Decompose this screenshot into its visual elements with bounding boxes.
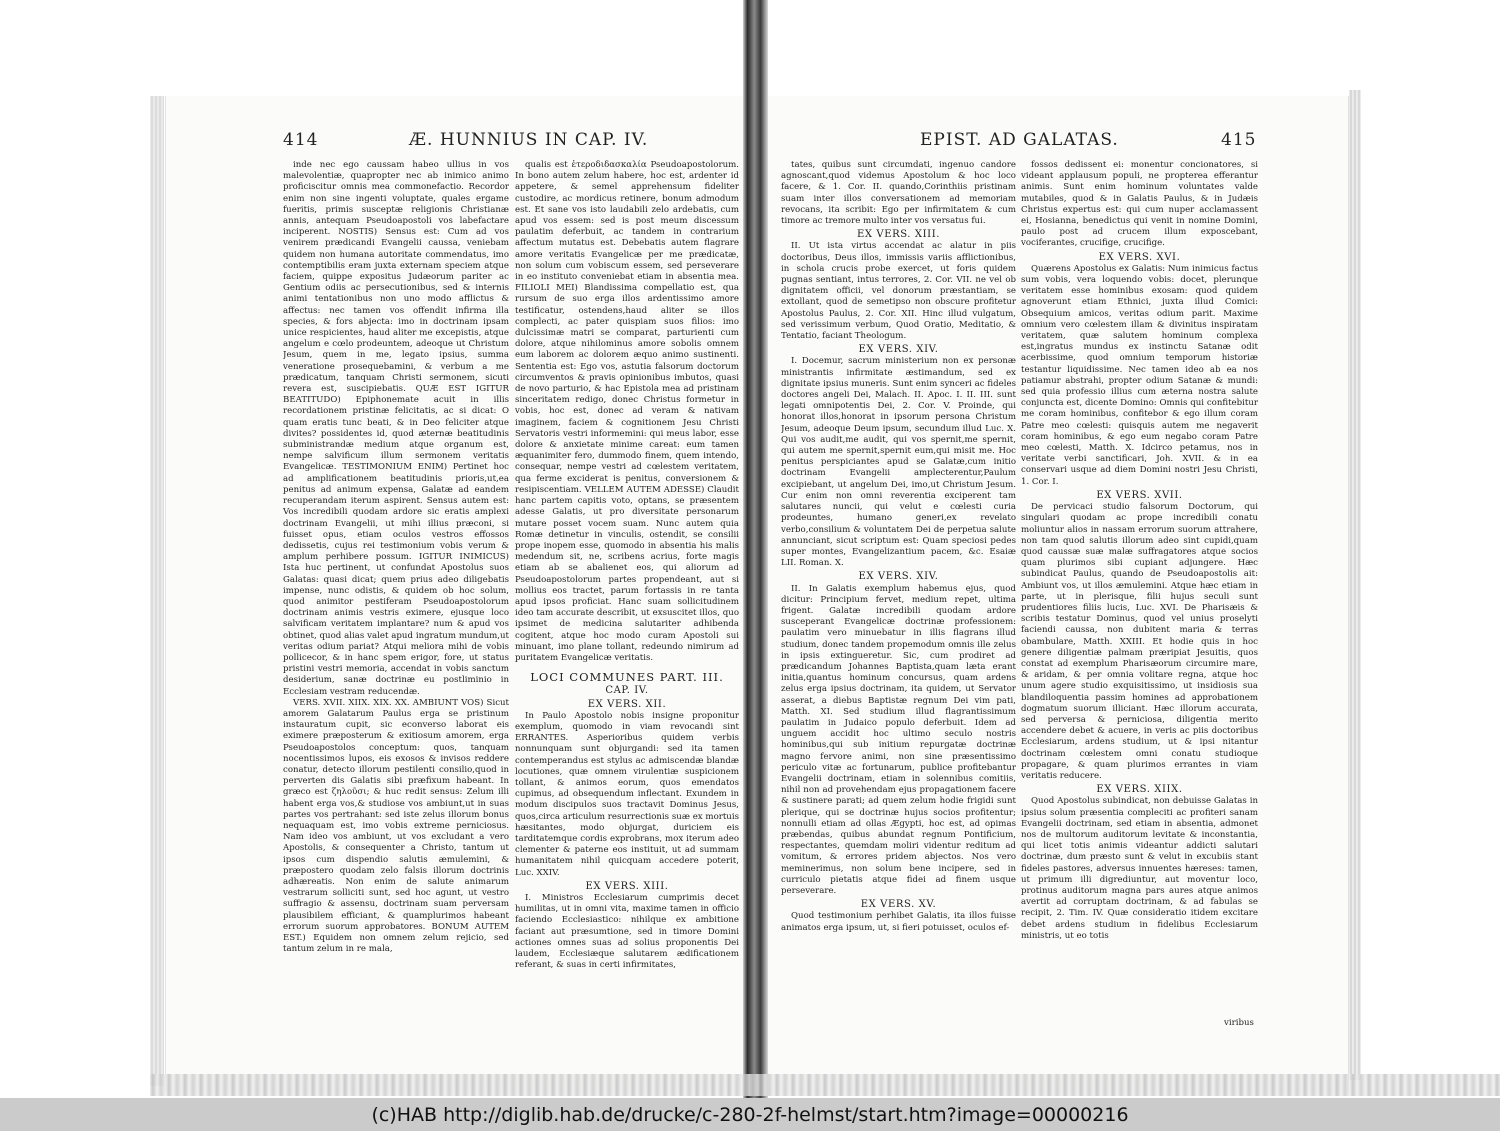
section-heading: EX VERS. XIV. — [858, 571, 939, 583]
paragraph: tates, quibus sunt circumdati, ingenuo candore agnoscant,quod videmus Apostolum & hoc loco facere, & 1. Cor. II. quando,Corinthiis pristinam suam inter illos conversationem ad memoriam revocans, ita scribit: Ego per infirmitatem & cum timore ac tremore multo inter vos versatus fui. — [781, 160, 1016, 227]
paragraph: inde nec ego caussam habeo ullius in vos malevolentiæ, quapropter nec ab inimico animo proficiscitur omnis mea commonefactio. Recordor enim non sine ingenti voluptate, quales ergame fueritis, primis susceptæ religionis Christianæ annis, antequam Pseudoapostoli vos labefactare inciperent. NOSTIS) Sensus est: Cum ad vos venirem prædicandi Evangelii caussa, veniebam quidem non humana autoritate commendatus, imo contemptibilis eram juxta externam speciem atque faciem, quippe expositus Judæorum pariter ac Gentium odiis ac persecutionibus, sed & internis animi tentationibus non uno modo afflictus & affectus: nec tamen vos offendit infirma illa species, & fors abjecta: imo in doctrinam ipsam unice respicientes, haud aliter me excepistis, atque angelum e cœlo prodeuntem, adeoque ut Christum Jesum, quem in me, legato ipsius, summa veneratione prosequebamini, & verbum a me prædicatum, tanquam Christi sermonem, sicuti revera est, suscipiebatis. QUÆ EST IGITUR BEATITUDO) Epiphonemate acuit in illis recordationem pristinæ felicitatis, ac si dicat: O quam eratis tunc beati, & in Deo feliciter atque divites? possidentes id, quod æternæ beatitudinis subministrandæ medium atque organum est, nempe salvificum illum sermonem veritatis Evangelicæ. TESTIMONIUM ENIM) Pertinet hoc ad amplificationem beatitudinis prioris,ut,ea penitus ad animum expensa, Galatæ ad eandem recuperandam iterum aspirent. Sensus autem est: Vos incredibili quodam ardore sic eratis amplexi doctrinam Evangelii, ut mihi illius præconi, si fuisset opus, etiam oculos vestros effossos dedissetis, cujus rei testimonium vobis verum & amplum perhibere possum. IGITUR INIMICUS) Ista huc pertinent, ut confundat Apostolus suos Galatas: quasi dicat; quem prius adeo diligebatis impense, nunc odistis, & quidem ob hoc solum, quod animitor pestiferam Pseudoapostolorum doctrinam animis vestris eximere, ejusque loco salvificam veritatem implantare? num & apud vos obtinet, quod alias valet apud ingratum mundum,ut veritas odium pariat? Atqui meliora mihi de vobis pollicecor, & in hanc spem erigor, fore, ut status pristini vestri memoria, accendat in vobis sanctum desiderium, sanæ doctrinæ eu postliminio in Ecclesiam vestram reducendæ. — [283, 160, 509, 697]
paragraph: qualis est ἑτεροδιδασκαλία Pseudoapostolorum. In bono autem zelum habere, hoc est, ardenter id appetere, & semel apprehensum fideliter custodire, ac mordicus retinere, bonum admodum est. Et sane vos isto laudabili zelo ardebatis, cum apud vos essem: sed is post meum discessum paulatim deferbuit, ac tandem in contrarium affectum mutatus est. Debebatis autem flagrare amore veritatis Evangelicæ per me prædicatæ, non solum cum vobiscum essem, sed perseverare in eo instituto conveniebat etiam in absentia mea. FILIOLI MEI) Blandissima compellatio est, qua rursum de suo erga illos ardentissimo amore testificatur, ostendens,haud aliter se illos complecti, ac pater quispiam suos filios: imo dulcissimæ matri se comparat, parturienti cum dolore, atque nihilominus amore sobolis omnem eum laborem ac dolorem æquo animo sustinenti. Sententia est: Ego vos, astutia falsorum doctorum circumventos & pravis opinionibus imbutos, quasi de novo parturio, & hac Epistola mea ad pristinam sinceritatem redigo, donec Christus formetur in vobis, hoc est, donec ad veram & nativam imaginem, faciem & cognitionem Jesu Christi Servatoris vestri informemini: qui meus labor, esse dolore & anxietate minime careat: eum tamen æquanimiter fero, dummodo finem, quem intendo, consequar, nempe vestri ad cœlestem veritatem, qua ferme exciderat is penitus, conversionem & resipiscentiam. VELLEM AUTEM ADESSE) Claudit hanc partem capitis voto, optans, se præsentem adesse Galatis, ut pro diversitate personarum mutare posset vocem suam. Nunc autem quia Romæ detinetur in vinculis, ostendit, se consilii prope inopem esse, quomodo in absentia his malis medendum sit, ne, scribens acrius, forte magis etiam ab se abalienet eos, qui aliorum ad Pseudoapostolorum partes propendeant, aut si mollius eos tractet, parum fortassis in re tanta apud ipsos proficiat. Hanc suam sollicitudinem ideo tam accurate describit, ut exsuscitet illos, quo ipsimet de medicina salutariter adhibenda cogitent, atque hoc modo curam Apostoli sui minuant, imo plane tollant, redeundo nimirum ad puritatem Evangelicæ veritatis. — [515, 160, 739, 663]
running-head-right: EPIST. AD GALATAS. — [920, 130, 1119, 150]
scan-bottom-edge — [150, 1074, 1500, 1096]
section-heading: EX VERS. XVI. — [1098, 251, 1181, 263]
paragraph: fossos dedissent ei: monentur concionatores, si videant applausum populi, ne propterea efferantur animis. Sunt enim hominum voluntates valde mutabiles, quod & in Galatis Paulus, & in Judæis Christus expertus est: qui cum nuper acclamassent ei, Hosianna, benedictus qui venit in nomine Domini, paulo post ad crucem illum exposcebant, vociferantes, crucifige, crucifige. — [1021, 160, 1258, 249]
paragraph: Quod testimonium perhibet Galatis, ita illos fuisse animatos erga ipsum, ut, si fieri potuisset, oculos ef- — [781, 911, 1016, 933]
paragraph: In Paulo Apostolo nobis insigne proponitur exemplum, quomodo in viam revocandi sint ERRANTES. Asperioribus quidem verbis nonnunquam sunt objurgandi: sed ita tamen contemperandus est stylus ac admiscendæ blandæ locutiones, quæ omnem virulentiæ suspicionem tollant, & animos eorum, quos emendatos cupimus, ad obsequendum inflectant. Exundem in modum discipulos suos tractavit Dominus Jesus, quos,circa articulum resurrectionis suæ ex mortuis hæsitantes, modo objurgat, duriciem eis tarditatemque cordis exprobrans, mox iterum adeo clementer & paterne eos instituit, ut ad summam humanitatem nihil quicquam accedere poterit, Luc. XXIV. — [515, 710, 739, 878]
section-heading: EX VERS. XVII. — [1096, 489, 1183, 501]
section-heading-vers-xiii: EX VERS. XIII. — [585, 880, 669, 892]
paragraph: VERS. XVII. XIIX. XIX. XX. AMBIUNT VOS) Sicut amorem Galatarum Paulus erga se pristinum instauratum cupit, sic econverso laborat eis eximere præposterum & exitiosum amorem, erga Pseudoapostolos conceptum: quos, tanquam nocentissimos lupos, eis exosos & invisos reddere conatur, detecto illorum pestilenti consilio,quod in perverten dis Galatis sibi præfixum habeant. In græco est ζηλοῦσι; & huc redit sensus: Zelum illi habent erga vos,& studiose vos ambiunt,ut in suas partes vos pertrahant: sed iste zelus illorum bonus nequaquam est, imo vobis extreme perniciosus. Nam ideo vos ambiunt, ut vos excludant a vero Apostolis, & consequenter a Christo, tantum ut ipsos cum dispendio salutis æmulemini, & præpostero quodam zelo falsis illorum doctrinis adhæreatis. Non enim de salute animarum vestrarum solliciti sunt, sed hoc agunt, ut vestro suffragio & assensu, doctrinam suam perversam plausibilem efficiant, & quamplurimos habeant errorum suorum approbatores. BONUM AUTEM EST.) Equidem non omnem zelum rejicio, sed tantum zelum in re mala, — [283, 697, 509, 955]
paragraph: De pervicaci studio falsorum Doctorum, qui singulari quodam ac prope incredibili conatu moliuntur alios in nassam errorum suorum attrahere, non tam quod salutis illorum adeo sint cupidi,quam quod caussæ suæ malæ suffragatores atque socios quam plurimos sibi cupiant adjungere. Hæc subindicat Paulus, quando de Pseudoapostolis ait: Ambiunt vos, ut illos æmulemini. Atque hæc etiam in parte, ut in plerisque, filii hujus seculi sunt prudentiores filiis lucis, Luc. XVI. De Pharisæis & scribis testatur Dominus, quod vel unius proselyti faciendi caussa, non dubitent maria & terras obambulare, Matth. XXIII. Et hodie quis in hoc genere diligentiæ palmam præripiat Jesuitis, quos constat ad exemplum Pharisæorum circumire mare, & aridam, & per omnia volitare regna, atque hoc unum agere studio exquisitissimo, ut insidiosis sua blandiloquentia passim homines ad approbationem dogmatum suorum illiciant. Hæc illorum accurata, sed perversa & perniciosa, diligentia merito accendere debet & acuere, in veris ac piis doctoribus Ecclesiarum, ardens studium, ut & ipsi nitantur doctrinam cœlestem omni conatu studioque propagare, & quam plurimos errantes in viam veritatis reducere. — [1021, 502, 1258, 781]
left-page-column-1 — [283, 160, 509, 1026]
catchword: viribus — [1224, 1018, 1254, 1028]
running-head-left: Æ. HUNNIUS IN CAP. IV. — [409, 130, 649, 150]
page-number-left: 414 — [283, 130, 319, 150]
section-heading: EX VERS. XIIX. — [1096, 784, 1183, 796]
paragraph: I. Docemur, sacrum ministerium non ex personæ ministrantis infirmitate æstimandum, sed ex dignitate ipsius muneris. Sunt enim synceri ac fideles doctores angeli Dei, Malach. II. Apoc. I. II. III. sunt legati omnipotentis Dei, 2. Cor. V. Proinde, qui honorat illos,honorat in ipsorum persona Christum Jesum, adeoque Deum ipsum, secundum illud Luc. X. Qui vos audit,me audit, qui vos spernit,me spernit, qui autem me spernit,spernit eum,qui misit me. Hoc penitus perspiciantes apud se Galatæ,cum initio doctrinam Evangelii amplecterentur,Paulum excipiebant, ut angelum Dei, imo,ut Christum Jesum. Cur enim non omni reverentia exciperent tam salutares nuncii, qui velut e cœlesti curia prodeuntes, humano generi,ex revelato verbo,consilium & voluntatem Dei de perpetua salute annunciant, sicut scriptum est: Quam speciosi pedes super montes, Evangelizantium pacem, &c. Esaiæ LII. Roman. X. — [781, 356, 1016, 569]
page-edge-right — [1349, 90, 1361, 1080]
section-heading-loci: LOCI COMMUNES PART. III. — [530, 670, 724, 685]
paragraph: II. Ut ista virtus accendat ac alatur in piis doctoribus, Deus illos, immissis variis afflictionibus, in schola crucis probe exercet, ut foris quidem pugnas sentiant, intus terrores, 2. Cor. VII. ne vel ob dignitatem officii, vel donorum præstantiam, se extollant, quod de semetipso non obscure profitetur Apostolus Paulus, 2. Cor. XII. Hinc illud vulgatum, sed verissimum verbum, Quod Oratio, Meditatio, & Tentatio, faciant Theologum. — [781, 241, 1016, 342]
left-page-column-2 — [515, 160, 739, 1070]
paragraph: Quærens Apostolus ex Galatis: Num inimicus factus sum vobis, vera loquendo vobis: docet, plerunque veritatem esse hominibus exosam: quod quidem agnoverunt etiam Ethnici, juxta illud Comici: Obsequium amicos, veritas odium parit. Maxime omnium vero cœlestem illam & divinitus inspiratam veritatem, quæ salutem hominum complexa est,ingratus mundus ex instinctu Satanæ odit acerbissime, quod omnium temporum historiæ testantur liquidissime. Nec tamen ideo ab ea nos patiamur abstrahi, propter odium Satanæ & mundi: sed quia professio illius cum æterna nostra salute conjuncta est, dicente Domino: Omnis qui confitebitur me coram hominibus, confitebor & ego illum coram Patre meo cœlesti: quisquis autem me negaverit coram hominibus, & ego eum negabo coram Patre meo cœlesti, Matth. X. Idcirco petamus, nos in veritate verbi sanctificari, Joh. XVII. & in ea conservari usque ad diem Domini nostri Jesu Christi, 1. Cor. I. — [1021, 263, 1258, 487]
source-url-text: (c)HAB http://diglib.hab.de/drucke/c-280-2f-helmst/start.htm?image=00000216 — [371, 1103, 1129, 1126]
paragraph: I. Ministros Ecclesiarum cumprimis decet humilitas, ut in omni vita, maxime tamen in officio faciendo Ecclesiastico: nihilque ex ambitione faciant aut præsumtione, sed in timore Domini actiones omnes suas ad solius proponentis Dei laudem, Ecclesiæque salutarem ædificationem referant, & suas in certi infirmitates, — [515, 893, 739, 971]
book-gutter — [743, 0, 768, 1098]
page-edge-left — [150, 96, 164, 1086]
right-page-column-2 — [1021, 160, 1258, 1006]
page-number-right: 415 — [1221, 130, 1257, 150]
section-heading-vers-xii: EX VERS. XII. — [587, 698, 667, 710]
section-heading-cap: CAP. IV. — [605, 685, 649, 697]
section-heading: EX VERS. XIV. — [858, 344, 939, 356]
paragraph: II. In Galatis exemplum habemus ejus, quod dicitur: Principium fervet, medium repet, ultima frigent. Galatæ incredibili quodam ardore susceperant Evangelicæ doctrinæ professionem: paulatim vero minuebatur in illis flagrans illud studium, donec tandem propemodum omnis ille zelus in ipsis extingueretur. Sic, cum prodiret ad prædicandum Johannes Baptista,quam læta erant initia,quantus hominum concursus, quam ardens zelus erga ipsius doctrinam, ita quidem, ut Servator asserat, a diebus Baptistæ regnum Dei vim pati, Matth. XI. Sed studium illud flagrantissimum paulatim in Judaico populo deferbuit. Idem ad unguem accidit hoc ultimo seculo nostris hominibus,qui sub initium repurgatæ doctrinæ magno fervore animi, non sine præsentissimo periculo vitæ ac fortunarum, publice profitebantur Evangelii doctrinam, etiam in solennibus comitiis, nihil non ad provehendam ejus propagationem facere & sustinere parati; ad quem zelum hodie frigidi sunt plerique, qui se doctrinæ hujus socios profitentur; nonnulli etiam ad ollas Ægypti, hoc est, ad opimas præbendas, quibus abundat regnum Pontificium, respectantes, quemdam moliri videntur reditum ad vomitum, & errores pridem abjectos. Nos vero meminerimus, non solum bene incipere, sed in curriculo pietatis atque fidei ad finem usque perseverare. — [781, 583, 1016, 896]
section-heading: EX VERS. XIII. — [856, 229, 941, 241]
paragraph: Quod Apostolus subindicat, non debuisse Galatas in ipsius solum præsentia compleciti ac profiteri sanam Evangelii doctrinam, sed etiam in absentia, admonet nos de multorum auditorum levitate & inconstantia, qui licet totis animis videantur addicti salutari doctrinæ, dum præsto sunt & velut in excubiis stant fideles pastores, adversus innuentes hæreses: tamen, ut primum illi digrediuntur, aut moventur loco, protinus auditorum magna pars aures atque animos avertit ad corruptam doctrinam, & ad fabulas se recipit, 2. Tim. IV. Quæ consideratio itidem excitare debet ardens studium in fidelibus Ecclesiarum ministris, ut eo totis — [1021, 796, 1258, 941]
source-footer — [0, 1098, 1500, 1131]
section-heading: EX VERS. XV. — [860, 899, 937, 911]
right-page-column-1 — [781, 160, 1016, 986]
